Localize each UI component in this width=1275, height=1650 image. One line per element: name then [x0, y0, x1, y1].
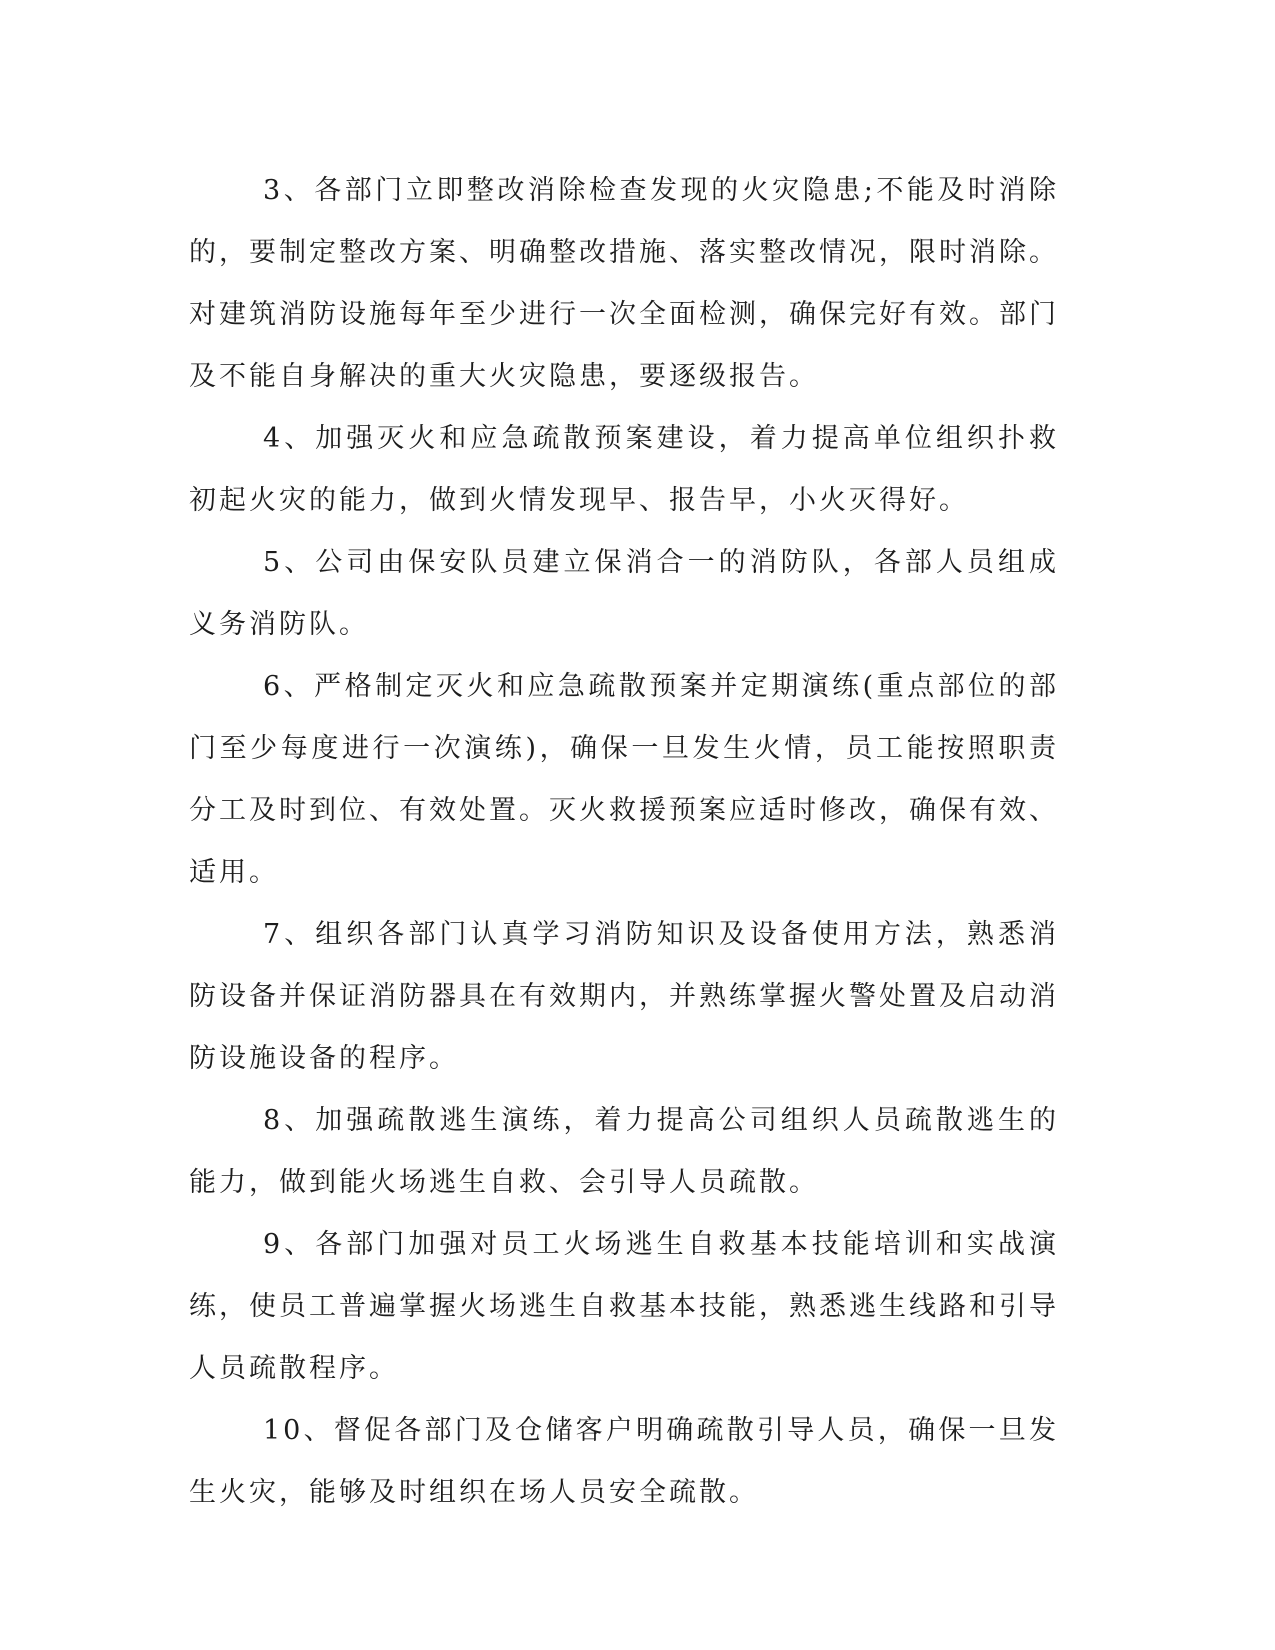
paragraph-9: 9、各部门加强对员工火场逃生自救基本技能培训和实战演练，使员工普遍掌握火场逃生自救基本技能，熟悉逃生线路和引导人员疏散程序。	[189, 1229, 1059, 1384]
paragraph-3: 3、各部门立即整改消除检查发现的火灾隐患;不能及时消除的，要制定整改方案、明确整改措施、落实整改情况，限时消除。对建筑消防设施每年至少进行一次全面检测，确保完好有效。部门及不能自身解决的重大火灾隐患，要逐级报告。	[189, 175, 1059, 392]
document-body	[189, 160, 1059, 1524]
paragraph-4: 4、加强灭火和应急疏散预案建设，着力提高单位组织扑救初起火灾的能力，做到火情发现早、报告早，小火灭得好。	[189, 423, 1059, 516]
paragraph-10: 10、督促各部门及仓储客户明确疏散引导人员，确保一旦发生火灾，能够及时组织在场人员安全疏散。	[189, 1415, 1059, 1508]
paragraph-5: 5、公司由保安队员建立保消合一的消防队，各部人员组成义务消防队。	[189, 547, 1059, 640]
paragraph-7: 7、组织各部门认真学习消防知识及设备使用方法，熟悉消防设备并保证消防器具在有效期内，并熟练掌握火警处置及启动消防设施设备的程序。	[189, 919, 1059, 1074]
paragraph-8: 8、加强疏散逃生演练，着力提高公司组织人员疏散逃生的能力，做到能火场逃生自救、会引导人员疏散。	[189, 1105, 1059, 1198]
paragraph-6: 6、严格制定灭火和应急疏散预案并定期演练(重点部位的部门至少每度进行一次演练)，确保一旦发生火情，员工能按照职责分工及时到位、有效处置。灭火救援预案应适时修改，确保有效、适用。	[189, 671, 1059, 888]
